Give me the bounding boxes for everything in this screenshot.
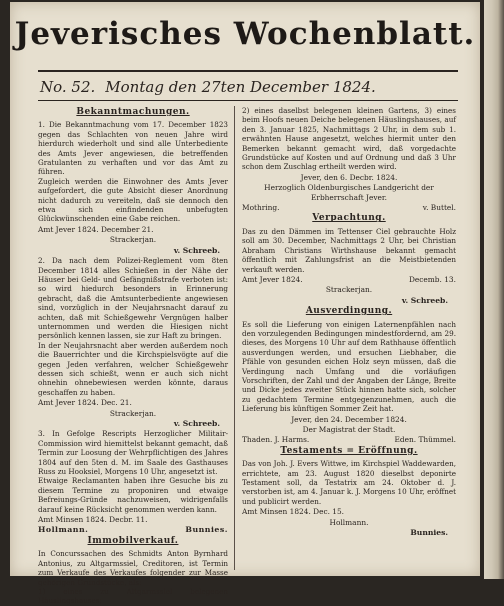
issue-number: No. 52. — [40, 78, 96, 96]
newspaper-page — [10, 2, 480, 606]
paragraph: 3. In Gefolge Rescripts Herzoglicher Militair-Commission wird hiemittelst bekannt gemacht, daß Termin zur Loosung der Wehrpflichtigen des Jahres 1804 auf den 5ten d. M. im Saale des Gasthauses Russ zu Hooksiel, Morgens 10 Uhr, angesetzt ist. — [38, 429, 228, 477]
signature-row — [242, 507, 456, 516]
signature-name: v. Schreeb. — [173, 419, 220, 428]
section-heading: Verpachtung. — [312, 213, 386, 224]
signature-row — [38, 398, 228, 407]
paragraph: 2. Da nach dem Polizei-Reglement vom 8ten December 1814 alles Schießen in der Nähe der Häuser bei Geld- und Gefängnißstrafe verboten ist: so wird hiedurch besonders in Erinnerung gebracht, daß die Amtsunterbediente angewiesen sind, vorzüglich in der Neujahrsnacht darauf zu achten, daß mit Schießgewehr Vergnügen halber unternommen und werden die Hiesigen nicht persönlich kennen lassen, sie zur Haft zu bringen. — [38, 256, 228, 341]
section-heading: Bekanntmachungen. — [76, 107, 190, 117]
signature-left: Amt Jever 1824. Dec. 21. — [38, 398, 132, 408]
signature-line: Strackerjan. — [325, 285, 373, 295]
paragraph: Etwaige Reclamanten haben ihre Gesuche bis zu diesem Termine zu proponiren und etwaige Befreiungs-Gründe nachzuweisen, widrigenfalls darauf keine Rücksicht genommen werden kann. — [38, 476, 228, 514]
signature-row — [242, 203, 456, 212]
signature-right: Decemb. 13. — [408, 274, 456, 284]
signature-name: v. Schreeb. — [173, 245, 220, 255]
page-edge — [484, 0, 504, 579]
signature-row — [242, 435, 456, 444]
signature-name: Bunnies. — [410, 528, 448, 538]
paragraph: 1. Die Bekanntmachung vom 17. December 1823 gegen das Schlachten von neuen Jahre wird hierdurch wiederholt und sind alle Unterbediente des Amts Jever angewiesen, die betreffenden Gratulanten zu verhaften und vor das Amt zu führen. — [38, 120, 228, 177]
signature-left: Amt Minsen 1824. Dec. 15. — [242, 507, 345, 517]
signature-left: Hollmann. — [38, 525, 89, 535]
signature-left: Thaden. J. Harms. — [242, 435, 310, 445]
left-column — [38, 106, 228, 606]
paragraph: In der Neujahrsnacht aber werden außerdem noch die Bauerrichter und die Kirchspielsvögte auf die gegen Jeden verfahren, welcher Schießgewehr dessen sich schießt, wenn er auch sich nicht ohnehin ohnebewiesen werden könnte, daraus geschaffen zu haben. — [38, 340, 228, 397]
signature-line: Strackerjan. — [109, 408, 157, 418]
signature-line: Jever, den 24. December 1824. — [291, 414, 407, 424]
signature-left: Mothring. — [242, 203, 280, 213]
masthead-title: Jeverisches Wochenblatt. — [14, 16, 476, 52]
issue-rule — [38, 100, 458, 101]
signature-row — [38, 515, 228, 524]
right-column — [242, 106, 456, 538]
signature-line: Jever, den 6. Decbr. 1824. — [300, 172, 398, 182]
paragraph: Es soll die Lieferung von einigen Laternenpfählen nach den vorzulegenden Bedingungen mindestfordernd, am 29. dieses, des Morgens 10 Uhr auf dem Rathhause öffentlich ausverdungen werden, und ersuchen Liebhaber, die Pfähle von gesunden eichen Holz seyn müssen, daß die Verdingung nach Umfang und die vorläufigen Vorschriften, der Zahl und der Angaben der Länge, Breite und Dicke jedes zweiter Stück hinnen hatte sich, solcher zu gedachtem Termine entgegenzunehmen, auch die Lieferung bis künftigen Sommer Zeit hat. — [242, 319, 456, 414]
signature-right: Eden. Thümmel. — [394, 435, 456, 445]
signature-row — [38, 525, 228, 534]
signature-row — [242, 275, 456, 284]
signature-line: Strackerjan. — [109, 235, 157, 245]
signature-line: Der Magistrat der Stadt. — [302, 425, 396, 434]
signature-line: Herzoglich Oldenburgisches Landgericht der Erbherrschaft Jever. — [264, 183, 434, 202]
signature-line: Hollmann. — [329, 517, 369, 527]
paragraph: 2) eines daselbst belegenen kleinen Gartens, 3) eines beim Hoofs neuen Deiche belegenen Häuslingshauses, auf den 3. Januar 1825, Nachmittags 2 Uhr, in dem sub 1. erwähnten Hause angesetzt, welches hiermit unter den Bemerken bekannt gemacht wird, daß vorgedachte Grundstücke auf Kosten und auf Ordnung und daß 3 Uhr schon dem Zuschlag ertheilt werden wird. — [242, 106, 456, 172]
signature-right: v. Buttel. — [422, 203, 456, 213]
section-heading: Ausverdingung. — [305, 306, 393, 317]
paragraph: Das zu den Dämmen im Tettenser Ciel gebrauchte Holz soll am 30. December, Nachmittags 2 Uhr, bei Christian Abraham Christians Wirthshause bekannt gemacht öffentlich mit Zahlungsfrist an die Meistbietenden verkauft werden. — [242, 226, 456, 274]
signature-left: Amt Jever 1824. December 21. — [38, 224, 154, 234]
signature-left: Amt Minsen 1824. Decbr. 11. — [38, 515, 148, 525]
paragraph: 1) eines zu Altgarmssiel belegenen Häuslingshauses; — [38, 586, 228, 606]
paragraph: Das von Joh. J. Evers Wittwe, im Kirchspiel Waddewarden, errichtete, am 23. August 1820 dieselbst deponirte Testament soll, da Testatrix am 24. Oktober d. J. verstorben ist, am 4. Januar k. J. Morgens 10 Uhr, eröffnet und publicirt werden. — [242, 459, 456, 506]
signature-right: Bunnies. — [185, 525, 228, 535]
column-divider — [234, 106, 235, 570]
section-heading: Testaments = Eröffnung. — [280, 445, 418, 456]
paragraph: In Concurssachen des Schmidts Anton Byrnhard Antonius, zu Altgarmssiel, Creditoren, ist Termin zum Verkaufe des Verkaufes folgender zur Masse gehörigen Grundstücke, als: — [38, 549, 228, 587]
paragraph: Zugleich werden die Einwohner des Amts Jever aufgefordert, die gute Absicht dieser Anordnung nicht dadurch zu vereiteln, daß sie dennoch den etwa sich einfindenden unbefugten Glückwünschenden eine Gabe reichen. — [38, 176, 228, 224]
signature-name: v. Schreeb. — [401, 295, 448, 305]
signature-left: Amt Jever 1824. — [242, 274, 303, 284]
signature-row — [38, 225, 228, 234]
issue-line — [40, 78, 458, 96]
masthead-rule — [38, 70, 458, 72]
issue-date: Montag den 27ten December 1824. — [105, 78, 376, 96]
section-heading: Immobilverkauf. — [87, 535, 179, 546]
